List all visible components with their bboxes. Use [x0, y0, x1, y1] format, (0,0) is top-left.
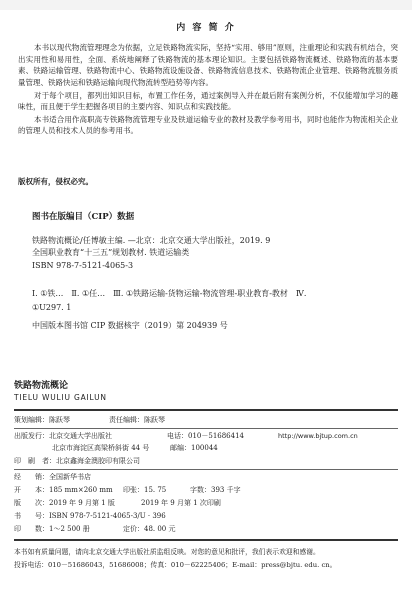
complaint-contact-line: 投诉电话：010－51686043，51686008；传真：010－62225406；E-mail：press@bjtu. edu. cn。: [14, 560, 337, 569]
publisher-address: 北京市海淀区高梁桥斜街 44 号: [52, 444, 150, 452]
planning-editor: 陈跃琴: [49, 416, 70, 424]
format: 185 mm×260 mm: [49, 486, 113, 494]
format-row: [14, 486, 398, 495]
responsible-editor: 陈跃琴: [144, 416, 165, 424]
book-title: 铁路物流概论: [14, 381, 69, 391]
copyright-notice: 版权所有，侵权必究。: [18, 177, 93, 186]
phone: 010－51686414: [188, 432, 244, 440]
printer-row: [14, 457, 398, 466]
book-title-pinyin: TIELU WULIU GAILUN: [14, 393, 107, 402]
publisher-label: 出版发行：: [14, 432, 49, 440]
words: 393 千字: [211, 486, 241, 494]
price: 48. 00 元: [144, 525, 176, 533]
isbn: ISBN 978-7-5121-4065-3/U · 396: [49, 512, 166, 520]
cip-line: 铁路物流概论/任博敏主编. —北京：北京交通大学出版社，2019. 9: [32, 236, 271, 245]
edition-label: 版 次：: [14, 499, 49, 507]
top-faded-strip: [0, 0, 412, 10]
cip-line: 全国职业教育“十三五”规划教材. 铁道运输类: [32, 248, 190, 258]
publisher-row: [14, 432, 398, 441]
planning-editor-label: 策划编辑：: [14, 416, 49, 424]
print-run-row: [14, 525, 398, 534]
cip-title: 图书在版编目（CIP）数据: [32, 212, 135, 222]
print-run-label: 印 数：: [14, 525, 49, 533]
intro-paragraph: 本书适合用作高职高专铁路物流管理专业及铁道运输专业的教材及教学参考用书，同时也能作为物流相关企业的管理人员和技术人员的参考用书。: [18, 114, 398, 136]
colophon-rule: [14, 469, 398, 470]
cip-line: ISBN 978-7-5121-4065-3: [32, 260, 134, 270]
print-run: 1～2 500 册: [49, 525, 90, 533]
distributor-label: 经 销：: [14, 473, 49, 481]
price-label: 定价：: [123, 525, 144, 533]
distributor-row: [14, 473, 398, 482]
cip-record: [32, 235, 394, 272]
colophon-bottom-rule: [14, 539, 398, 541]
cip-class-line: Ⅰ. ①铁… Ⅱ. ①任… Ⅲ. ①铁路运输-货物运输-物流管理-职业教育-教材 Ⅳ.: [32, 289, 307, 298]
words-label: 字数：: [190, 486, 211, 494]
edition: 2019 年 9 月第 1 版: [49, 499, 115, 507]
quality-notice-line: 本书如有质量问题，请向北京交通大学出版社质监组反映。对您的意见和批评，我们表示欢迎和感谢。: [14, 548, 320, 556]
phone-label: 电话：: [167, 432, 188, 440]
sheets: 15. 75: [144, 486, 167, 494]
isbn-row: [14, 512, 398, 521]
edition-row: [14, 499, 398, 508]
colophon-rule: [14, 428, 398, 429]
editor-row: [14, 416, 398, 425]
printer-label: 印 刷 者：: [14, 457, 56, 465]
intro-paragraph: 对于每个项目，都列出知识目标，布置工作任务，通过案例导入并在最后附有案例分析，不仅能增加学习的趣味性，而且便于学生把握各项目的主要内容、知识点和实践技能。: [18, 90, 398, 112]
sheets-label: 印张：: [123, 486, 144, 494]
cip-class-line: ①U297. 1: [32, 302, 72, 312]
publisher-url: http://www.bjtup.com.cn: [278, 432, 358, 440]
intro-paragraph: 本书以现代物流管理理念为依据，立足铁路物流实际，坚持“实用、够用”原则，注重理论和实践有机结合，突出实用性和易用性，全面、系统地阐释了铁路物流的基本理论知识。主要包括铁路物流概述、铁路物流的基本要素、铁路运输管理、铁路物流中心、铁路物流设施设备、铁路物流信息技术、铁路物流企业管理、铁路物流服务质量管理、铁路快运和铁路运输向现代物流转型趋势等内容。: [18, 43, 398, 87]
colophon-top-rule: [14, 409, 398, 411]
quality-notice: [14, 546, 398, 572]
distributor: 全国新华书店: [49, 473, 91, 481]
intro-section: [18, 42, 398, 138]
isbn-label: 书 号：: [14, 512, 49, 520]
page-title: 内 容 简 介: [176, 23, 236, 33]
address-row: [52, 444, 412, 453]
cip-classification: [32, 287, 394, 314]
responsible-editor-label: 责任编辑：: [109, 416, 144, 424]
publisher: 北京交通大学出版社: [49, 432, 112, 440]
postcode-label: 邮编：: [170, 444, 191, 452]
cip-check-number: 中国版本图书馆 CIP 数据核字（2019）第 204939 号: [32, 321, 228, 330]
format-label: 开 本：: [14, 486, 49, 494]
postcode: 100044: [191, 444, 218, 452]
printer: 北京鑫海金澳胶印有限公司: [56, 457, 140, 465]
impression: 2019 年 9 月第 1 次印刷: [141, 499, 221, 507]
